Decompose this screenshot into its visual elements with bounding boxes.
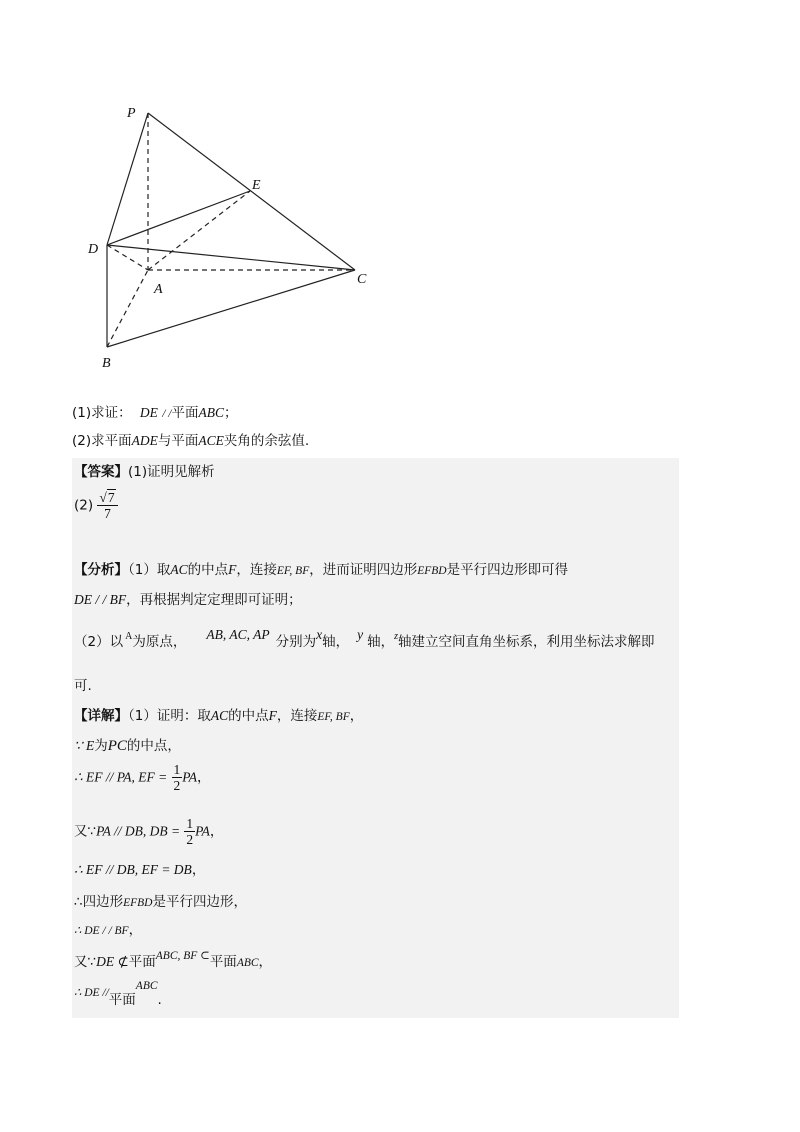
fraction-half-2: $\frac{1}{2}$ bbox=[186, 816, 194, 847]
label-E: E bbox=[252, 178, 261, 193]
question-2: (2)求平面ADE与平面ACE夹角的余弦值. bbox=[72, 433, 310, 449]
edge-BC bbox=[107, 270, 355, 347]
detail-line-9: ∴ DE //平面ABC. bbox=[74, 980, 162, 1008]
detail-line-7: ∴ DE / / BF， bbox=[74, 922, 143, 938]
detail-line-4: 又∵PA // DB, DB = $\frac{1}{2}$ PA， bbox=[74, 816, 224, 847]
analysis-line-2: DE / / BF，再根据判定定理即可证明； bbox=[74, 592, 302, 608]
solution-panel bbox=[72, 458, 679, 1018]
label-C: C bbox=[357, 272, 367, 287]
detail-line-6: ∴四边形EFBD是平行四边形， bbox=[74, 894, 247, 910]
label-B: B bbox=[102, 356, 111, 371]
geometry-figure bbox=[80, 95, 380, 385]
label-A: A bbox=[154, 282, 163, 297]
pyramid-diagram bbox=[80, 95, 380, 385]
edge-DE bbox=[107, 191, 250, 245]
analysis-line-3: （2）以 $^A$为原点， AB, AC, AP 分别为x轴， y 轴，$^z$轴建立空间直角坐标系，利用坐标法求解即 bbox=[74, 627, 655, 650]
detail-line-5: ∴ EF // DB, EF = DB， bbox=[74, 862, 206, 878]
detail-line-8: 又∵DE ⊄平面ABC, BF ⊂平面ABC， bbox=[74, 950, 273, 970]
edge-BA bbox=[107, 270, 148, 347]
answer-fraction: $\frac{√7}{7}$ bbox=[97, 490, 117, 521]
detail-line-3: ∴ EF // PA, EF = $\frac{1}{2}$ PA， bbox=[74, 762, 211, 793]
edge-PD bbox=[107, 113, 148, 245]
detail-line-1: 【详解】（1）证明：取AC的中点F，连接EF, BF， bbox=[74, 708, 364, 724]
question-1: (1)求证： DE / /平面ABC； bbox=[72, 405, 238, 421]
analysis-line-4: 可. bbox=[74, 678, 92, 694]
edge-DC bbox=[107, 245, 355, 270]
label-P: P bbox=[127, 106, 136, 121]
answer-line-2: (2) $\frac{√7}{7}$ bbox=[74, 490, 118, 521]
answer-line-1: 【答案】(1)证明见解析 bbox=[74, 464, 215, 480]
fraction-half: $\frac{1}{2}$ bbox=[173, 762, 181, 793]
label-D: D bbox=[88, 242, 99, 257]
analysis-line-1: 【分析】（1）取AC的中点F，连接EF, BF，进而证明四边形EFBD是平行四边形即可得 bbox=[74, 562, 569, 578]
detail-line-2: ∵ E为PC的中点， bbox=[74, 738, 181, 754]
